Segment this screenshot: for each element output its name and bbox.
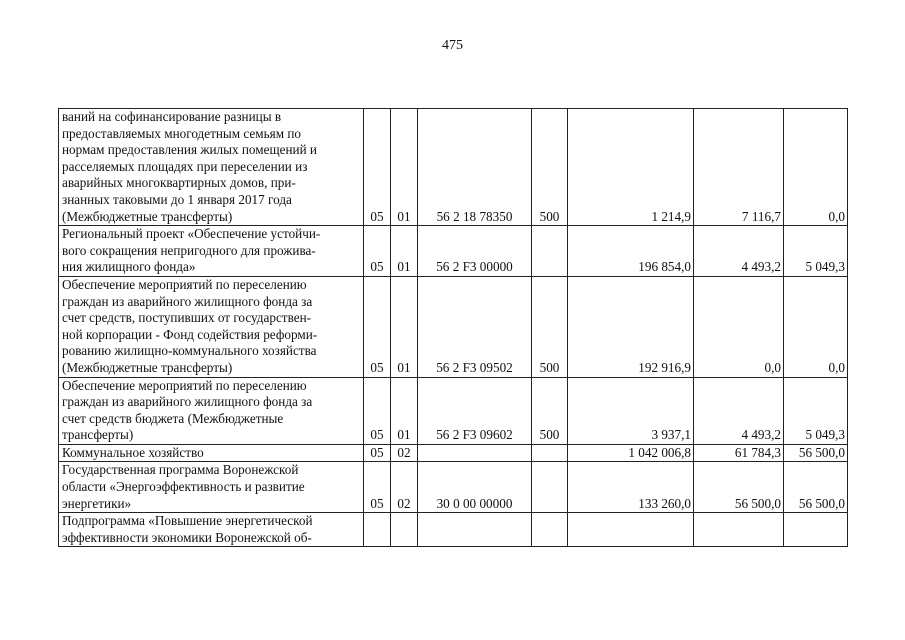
amount-year-3-cell: 56 500,0 bbox=[784, 444, 848, 462]
description-line: вого сокращения непригодного для прожива- bbox=[62, 242, 316, 258]
description-line: ния жилищного фонда» bbox=[62, 259, 196, 275]
target-article-cell: 56 2 18 78350 bbox=[418, 109, 532, 226]
description-cell bbox=[59, 462, 364, 513]
table-row bbox=[59, 377, 848, 444]
amount-year-2-cell: 56 500,0 bbox=[694, 462, 784, 513]
description-line: нормам предоставления жилых помещений и bbox=[62, 142, 317, 158]
subsection-code-cell: 01 bbox=[391, 377, 418, 444]
description-line: ваний на софинансирование разницы в bbox=[62, 109, 282, 124]
amount-year-1-cell: 196 854,0 bbox=[568, 226, 694, 277]
subsection-code-cell: 01 bbox=[391, 226, 418, 277]
section-code-cell: 05 bbox=[364, 276, 391, 377]
table-row bbox=[59, 444, 848, 462]
description-cell bbox=[59, 444, 364, 462]
section-code-cell: 05 bbox=[364, 109, 391, 226]
description-line: эффективности экономики Воронежской об- bbox=[62, 529, 312, 545]
table-row bbox=[59, 462, 848, 513]
target-article-cell: 56 2 F3 09602 bbox=[418, 377, 532, 444]
description-line: аварийных многоквартирных домов, при- bbox=[62, 175, 296, 191]
description-line: Региональный проект «Обеспечение устойчи- bbox=[62, 226, 321, 242]
description-line: Подпрограмма «Повышение энергетической bbox=[62, 513, 313, 529]
description-line: граждан из аварийного жилищного фонда за bbox=[62, 293, 313, 309]
table-row bbox=[59, 513, 848, 547]
target-article-cell: 56 2 F3 09502 bbox=[418, 276, 532, 377]
amount-year-3-cell: 5 049,3 bbox=[784, 226, 848, 277]
expense-type-cell bbox=[532, 513, 568, 547]
amount-year-2-cell bbox=[694, 513, 784, 547]
subsection-code-cell: 02 bbox=[391, 444, 418, 462]
amount-year-2-cell: 7 116,7 bbox=[694, 109, 784, 226]
budget-table bbox=[58, 108, 848, 547]
expense-type-cell: 500 bbox=[532, 109, 568, 226]
expense-type-cell: 500 bbox=[532, 276, 568, 377]
target-article-cell: 56 2 F3 00000 bbox=[418, 226, 532, 277]
amount-year-2-cell: 61 784,3 bbox=[694, 444, 784, 462]
description-line: Коммунальное хозяйство bbox=[62, 444, 204, 460]
target-article-cell bbox=[418, 513, 532, 547]
description-cell bbox=[59, 276, 364, 377]
amount-year-2-cell: 4 493,2 bbox=[694, 226, 784, 277]
expense-type-cell: 500 bbox=[532, 377, 568, 444]
description-line: знанных таковыми до 1 января 2017 года bbox=[62, 191, 292, 207]
description-line: рованию жилищно-коммунального хозяйства bbox=[62, 343, 317, 359]
amount-year-3-cell: 5 049,3 bbox=[784, 377, 848, 444]
description-line: (Межбюджетные трансферты) bbox=[62, 208, 233, 224]
amount-year-1-cell: 3 937,1 bbox=[568, 377, 694, 444]
table-body bbox=[59, 109, 848, 547]
description-line: граждан из аварийного жилищного фонда за bbox=[62, 394, 313, 410]
table-row bbox=[59, 226, 848, 277]
section-code-cell bbox=[364, 513, 391, 547]
amount-year-3-cell: 0,0 bbox=[784, 109, 848, 226]
description-line: счет средств, поступивших от государствен- bbox=[62, 310, 312, 326]
description-line: Обеспечение мероприятий по переселению bbox=[62, 377, 307, 393]
section-code-cell: 05 bbox=[364, 226, 391, 277]
page-number: 475 bbox=[442, 38, 463, 53]
description-line: (Межбюджетные трансферты) bbox=[62, 359, 233, 375]
amount-year-3-cell: 0,0 bbox=[784, 276, 848, 377]
description-line: области «Энергоэффективность и развитие bbox=[62, 479, 305, 495]
expense-type-cell bbox=[532, 226, 568, 277]
subsection-code-cell: 01 bbox=[391, 276, 418, 377]
description-line: расселяемых площадях при переселении из bbox=[62, 158, 308, 174]
description-cell bbox=[59, 109, 364, 226]
target-article-cell: 30 0 00 00000 bbox=[418, 462, 532, 513]
amount-year-3-cell bbox=[784, 513, 848, 547]
subsection-code-cell: 01 bbox=[391, 109, 418, 226]
table-row bbox=[59, 276, 848, 377]
section-code-cell: 05 bbox=[364, 462, 391, 513]
description-line: предоставляемых многодетным семьям по bbox=[62, 125, 302, 141]
amount-year-2-cell: 0,0 bbox=[694, 276, 784, 377]
description-line: Обеспечение мероприятий по переселению bbox=[62, 276, 307, 292]
amount-year-1-cell bbox=[568, 513, 694, 547]
amount-year-1-cell: 192 916,9 bbox=[568, 276, 694, 377]
subsection-code-cell: 02 bbox=[391, 462, 418, 513]
table-row bbox=[59, 109, 848, 226]
section-code-cell: 05 bbox=[364, 444, 391, 462]
description-line: энергетики» bbox=[62, 495, 132, 511]
description-cell bbox=[59, 513, 364, 547]
amount-year-2-cell: 4 493,2 bbox=[694, 377, 784, 444]
description-cell bbox=[59, 377, 364, 444]
amount-year-3-cell: 56 500,0 bbox=[784, 462, 848, 513]
description-cell bbox=[59, 226, 364, 277]
amount-year-1-cell: 1 042 006,8 bbox=[568, 444, 694, 462]
amount-year-1-cell: 1 214,9 bbox=[568, 109, 694, 226]
description-line: ной корпорации - Фонд содействия реформи- bbox=[62, 326, 318, 342]
section-code-cell: 05 bbox=[364, 377, 391, 444]
expense-type-cell bbox=[532, 444, 568, 462]
expense-type-cell bbox=[532, 462, 568, 513]
description-line: счет средств бюджета (Межбюджетные bbox=[62, 410, 284, 426]
description-line: Государственная программа Воронежской bbox=[62, 462, 299, 478]
amount-year-1-cell: 133 260,0 bbox=[568, 462, 694, 513]
target-article-cell bbox=[418, 444, 532, 462]
description-line: трансферты) bbox=[62, 427, 134, 443]
subsection-code-cell bbox=[391, 513, 418, 547]
